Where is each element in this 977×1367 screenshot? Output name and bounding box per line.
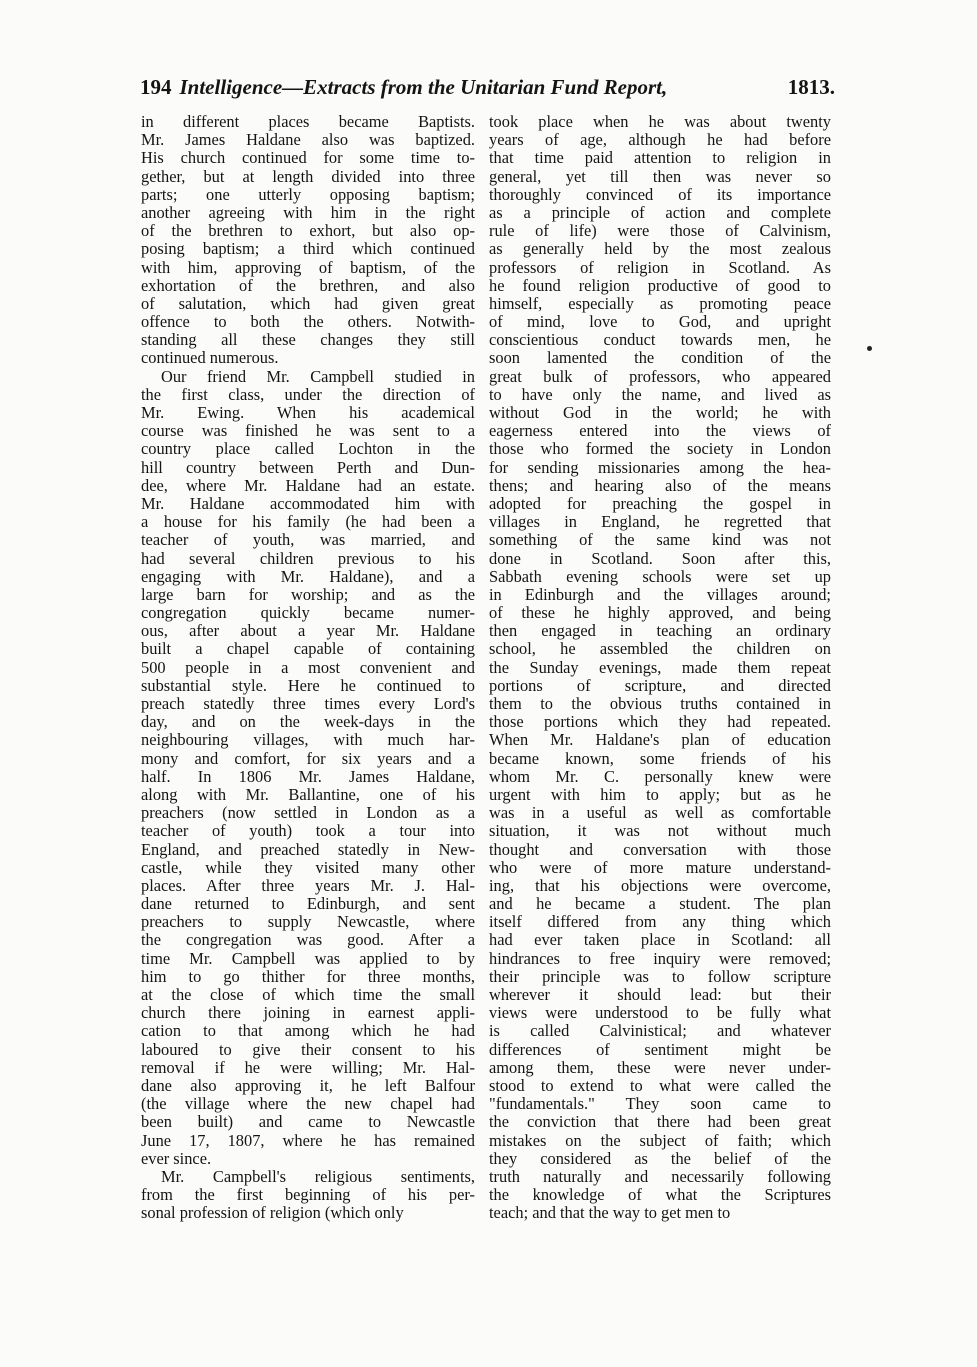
text-line: laboured to give their consent to his bbox=[141, 1040, 475, 1059]
text-line: situation, it was not without much bbox=[489, 822, 831, 841]
text-line: removal if he were willing; Mr. Hal- bbox=[141, 1058, 475, 1077]
text-line: then engaged in teaching an ordinary bbox=[489, 622, 831, 641]
text-line: those who formed the society in London bbox=[489, 440, 831, 459]
text-line: professors of religion in Scotland. As bbox=[489, 258, 831, 277]
text-line: mistakes on the subject of faith; which bbox=[489, 1131, 831, 1150]
text-line: 500 people in a most convenient and bbox=[141, 658, 475, 677]
left-text-column bbox=[141, 113, 475, 1222]
margin-ink-dot bbox=[867, 346, 872, 351]
text-line: villages in England, he regretted that bbox=[489, 513, 831, 532]
text-line: and he became a student. The plan bbox=[489, 895, 831, 914]
text-line: hill country between Perth and Dun- bbox=[141, 458, 475, 477]
page-number: 194 bbox=[140, 75, 172, 99]
text-line: he found religion productive of good to bbox=[489, 276, 831, 295]
text-line: years of age, although he had before bbox=[489, 131, 831, 150]
text-line: Sabbath evening schools were set up bbox=[489, 567, 831, 586]
text-line: them to the obvious truths contained in bbox=[489, 695, 831, 713]
text-line: something of the same kind was not bbox=[489, 531, 831, 550]
text-line: stood to extend to what were called the bbox=[489, 1076, 831, 1095]
text-line: in different places became Baptists. bbox=[141, 113, 475, 131]
text-line: views were understood to be fully what bbox=[489, 1004, 831, 1023]
text-line: Mr. James Haldane also was baptized. bbox=[141, 131, 475, 150]
text-line: rule of life) were those of Calvinism, bbox=[489, 222, 831, 241]
text-line: thens; and hearing also of the means bbox=[489, 476, 831, 495]
text-line: preachers (now settled in London as a bbox=[141, 804, 475, 823]
text-line: Our friend Mr. Campbell studied in bbox=[161, 367, 475, 386]
text-line: from the first beginning of his per- bbox=[141, 1186, 475, 1205]
text-line: became known, some friends of his bbox=[489, 749, 831, 768]
text-line: portions of scripture, and directed bbox=[489, 676, 831, 695]
text-line: along with Mr. Ballantine, one of his bbox=[141, 785, 475, 804]
text-line: substantial style. Here he continued to bbox=[141, 676, 475, 695]
text-line: time Mr. Campbell was applied to by bbox=[141, 949, 475, 968]
text-line: him to go thither for three months, bbox=[141, 967, 475, 986]
text-line: who were of more mature understand- bbox=[489, 858, 831, 877]
text-line: preachers to supply Newcastle, where bbox=[141, 913, 475, 932]
text-line: teach; and that the way to get men to bbox=[489, 1204, 731, 1223]
text-line: Mr. Haldane accommodated him with bbox=[141, 494, 475, 513]
text-line: course was finished he was sent to a bbox=[141, 422, 475, 441]
text-line: that time paid attention to religion in bbox=[489, 149, 831, 168]
text-line: teacher of youth) took a tour into bbox=[141, 822, 475, 841]
text-line: a house for his family (he had been a bbox=[141, 513, 475, 532]
text-line: done in Scotland. Soon after this, bbox=[489, 549, 831, 568]
text-line: conscientious conduct towards men, he bbox=[489, 331, 831, 350]
text-line: as a principle of action and complete bbox=[489, 203, 831, 222]
text-line: their principle was to follow scripture bbox=[489, 967, 831, 986]
text-line: mony and comfort, for six years and a bbox=[141, 749, 475, 768]
text-line: the knowledge of what the Scriptures bbox=[489, 1186, 831, 1205]
text-line: great bulk of professors, who appeared bbox=[489, 367, 831, 386]
text-line: sonal profession of religion (which only bbox=[141, 1204, 404, 1223]
right-text-column bbox=[489, 113, 831, 1222]
text-line: for sending missionaries among the hea- bbox=[489, 458, 831, 477]
text-line: His church continued for some time to- bbox=[141, 149, 475, 168]
text-line: castle, while they visited many other bbox=[141, 858, 475, 877]
text-line: built a chapel capable of containing bbox=[141, 640, 475, 659]
text-line: day, and on the week-days in the bbox=[141, 713, 475, 732]
text-line: dane returned to Edinburgh, and sent bbox=[141, 895, 475, 914]
text-line: school, he assembled the children on bbox=[489, 640, 831, 659]
text-line: hindrances to free inquiry were removed; bbox=[489, 949, 831, 968]
text-line: had ever taken place in Scotland: all bbox=[489, 931, 831, 950]
text-line: the first class, under the direction of bbox=[141, 385, 475, 404]
text-line: been built) and came to Newcastle bbox=[141, 1113, 475, 1132]
text-line: thoroughly convinced of its importance bbox=[489, 185, 831, 204]
text-line: gether, but at length divided into three bbox=[141, 167, 475, 186]
text-line: large barn for worship; and as the bbox=[141, 585, 475, 604]
text-line: without God in the world; he with bbox=[489, 404, 831, 422]
running-year: 1813. bbox=[787, 75, 835, 99]
running-head bbox=[140, 74, 835, 100]
text-line: as generally held by the most zealous bbox=[489, 240, 831, 259]
text-line: to have only the name, and lived as bbox=[489, 385, 831, 404]
text-line: itself differed from any thing which bbox=[489, 913, 831, 932]
text-line: ing, that his objections were overcome, bbox=[489, 876, 831, 895]
text-line: country place called Lochton in the bbox=[141, 440, 475, 459]
text-line: whom Mr. C. personally knew were bbox=[489, 767, 831, 786]
text-line: the congregation was good. After a bbox=[141, 931, 475, 950]
text-line: himself, especially as promoting peace bbox=[489, 294, 831, 313]
text-line: ever since. bbox=[141, 1149, 212, 1168]
text-line: Mr. Ewing. When his academical bbox=[141, 404, 475, 422]
text-line: dane also approving it, he left Balfour bbox=[141, 1076, 475, 1095]
text-line: took place when he was about twenty bbox=[489, 113, 831, 131]
text-line: the conviction that there had been great bbox=[489, 1113, 831, 1132]
text-line: at the close of which time the small bbox=[141, 986, 475, 1004]
text-line: thought and conversation with those bbox=[489, 840, 831, 859]
text-line: adopted for preaching the gospel in bbox=[489, 494, 831, 513]
text-line: differences of sentiment might be bbox=[489, 1040, 831, 1059]
text-line: England, and preached statedly in New- bbox=[141, 840, 475, 859]
text-line: the Sunday evenings, made them repeat bbox=[489, 658, 831, 677]
text-line: those portions which they had repeated. bbox=[489, 713, 831, 732]
text-line: of mind, love to God, and upright bbox=[489, 313, 831, 332]
text-line: wherever it should lead: but their bbox=[489, 986, 831, 1004]
text-line: eagerness entered into the views of bbox=[489, 422, 831, 441]
text-line: general, yet till then was never so bbox=[489, 167, 831, 186]
text-line: June 17, 1807, where he has remained bbox=[141, 1131, 475, 1150]
text-line: was in a useful as well as comfortable bbox=[489, 804, 831, 823]
text-line: When Mr. Haldane's plan of education bbox=[489, 731, 831, 750]
text-line: congregation quickly became numer- bbox=[141, 604, 475, 623]
text-line: parts; one utterly opposing baptism; bbox=[141, 185, 475, 204]
text-line: engaging with Mr. Haldane), and a bbox=[141, 567, 475, 586]
text-line: "fundamentals." They soon came to bbox=[489, 1095, 831, 1114]
text-line: dee, where Mr. Haldane had an estate. bbox=[141, 476, 475, 495]
text-line: posing baptism; a third which continued bbox=[141, 240, 475, 259]
text-line: neighbouring villages, with much har- bbox=[141, 731, 475, 750]
text-line: cation to that among which he had bbox=[141, 1022, 475, 1041]
text-line: (the village where the new chapel had bbox=[141, 1095, 475, 1114]
text-line: soon lamented the condition of the bbox=[489, 349, 831, 368]
text-line: places. After three years Mr. J. Hal- bbox=[141, 876, 475, 895]
text-line: of these he highly approved, and being bbox=[489, 604, 831, 623]
text-line: preach statedly three times every Lord's bbox=[141, 695, 475, 713]
text-line: truth naturally and necessarily following bbox=[489, 1167, 831, 1186]
text-line: had several children previous to his bbox=[141, 549, 475, 568]
text-line: church there joining in earnest appli- bbox=[141, 1004, 475, 1023]
text-line: standing all these changes they still bbox=[141, 331, 475, 350]
text-line: in Edinburgh and the villages around; bbox=[489, 585, 831, 604]
text-line: teacher of youth, was married, and bbox=[141, 531, 475, 550]
text-line: of the brethren to exhort, but also op- bbox=[141, 222, 475, 241]
text-line: half. In 1806 Mr. James Haldane, bbox=[141, 767, 475, 786]
text-line: with him, approving of baptism, of the bbox=[141, 258, 475, 277]
text-line: of salutation, which had given great bbox=[141, 294, 475, 313]
text-line: another agreeing with him in the right bbox=[141, 203, 475, 222]
text-line: Mr. Campbell's religious sentiments, bbox=[161, 1167, 475, 1186]
text-line: offence to both the others. Notwith- bbox=[141, 313, 475, 332]
text-line: is called Calvinistical; and whatever bbox=[489, 1022, 831, 1041]
text-line: they considered as the belief of the bbox=[489, 1149, 831, 1168]
text-line: urgent with him to apply; but as he bbox=[489, 785, 831, 804]
text-line: ous, after about a year Mr. Haldane bbox=[141, 622, 475, 641]
text-line: among them, these were never under- bbox=[489, 1058, 831, 1077]
running-title: Intelligence—Extracts from the Unitarian Fund Report, bbox=[179, 75, 668, 99]
text-line: continued numerous. bbox=[141, 349, 279, 368]
text-line: exhortation of the brethren, and also bbox=[141, 276, 475, 295]
